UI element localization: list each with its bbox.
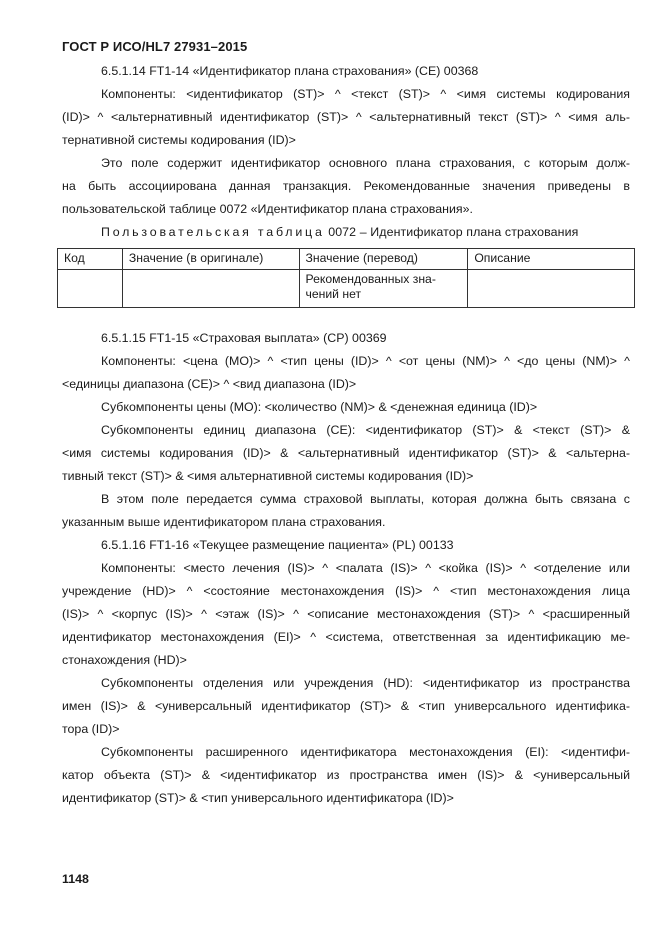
paragraph-line: Субкомпоненты отделения или учреждения (HD): <идентификатор из пространства bbox=[101, 676, 630, 690]
column-header-code: Код bbox=[58, 249, 123, 270]
paragraph-line: (ID)> ^ <альтернативный идентификатор (ST)> ^ <альтернативный текст (ST)> ^ <имя аль- bbox=[62, 110, 630, 124]
document-header: ГОСТ Р ИСО/HL7 27931–2015 bbox=[62, 39, 248, 54]
paragraph-line: тора (ID)> bbox=[62, 722, 120, 736]
paragraph-line: тивный текст (ST)> & <имя альтернативной системы кодирования (ID)> bbox=[62, 469, 474, 483]
paragraph-line: В этом поле передается сумма страховой выплаты, которая должна быть связана с bbox=[101, 492, 630, 506]
paragraph-line: катор объекта (ST)> & <идентификатор из пространства имен (IS)> & <универсальный bbox=[62, 768, 630, 782]
paragraph-line: имен (IS)> & <универсальный идентификатор (ST)> & <тип универсального идентифика- bbox=[62, 699, 630, 713]
page-number: 1148 bbox=[62, 872, 89, 886]
table-caption bbox=[101, 225, 630, 239]
paragraph-line: стонахождения (HD)> bbox=[62, 653, 187, 667]
paragraph-line: тернативной системы кодирования (ID)> bbox=[62, 133, 296, 147]
column-header-description: Описание bbox=[468, 249, 635, 270]
section-heading: 6.5.1.15 FT1-15 «Страховая выплата» (CP) 00369 bbox=[101, 331, 387, 345]
paragraph-line: Компоненты: <идентификатор (ST)> ^ <текст (ST)> ^ <имя системы кодирования bbox=[101, 87, 630, 101]
paragraph-line: указанным выше идентификатором плана страхования. bbox=[62, 515, 386, 529]
paragraph-line: Компоненты: <место лечения (IS)> ^ <палата (IS)> ^ <койка (IS)> ^ <отделение или bbox=[101, 561, 630, 575]
table-cell bbox=[468, 270, 635, 308]
table-caption-label: Пользовательская таблица bbox=[101, 225, 325, 239]
paragraph-line: (IS)> ^ <корпус (IS)> ^ <этаж (IS)> ^ <описание местонахождения (ST)> ^ <расширенный bbox=[62, 607, 630, 621]
paragraph-line: Субкомпоненты цены (MO): <количество (NM)> & <денежная единица (ID)> bbox=[101, 400, 538, 414]
table-row bbox=[58, 270, 635, 308]
paragraph-line: учреждение (HD)> ^ <состояние местонахождения (IS)> ^ <тип местонахождения лица bbox=[62, 584, 630, 598]
paragraph-line: на быть ассоциирована данная транзакция. Рекомендованные значения приведены в bbox=[62, 179, 630, 193]
paragraph-line: <единицы диапазона (CE)> ^ <вид диапазона (ID)> bbox=[62, 377, 357, 391]
table-caption-title: 0072 – Идентификатор плана страхования bbox=[328, 225, 579, 239]
paragraph-line: идентификатор (ST)> & <тип универсального идентификатора (ID)> bbox=[62, 791, 454, 805]
table-cell bbox=[58, 270, 123, 308]
paragraph-line: идентификатор местонахождения (EI)> ^ <система, ответственная за идентификацию ме- bbox=[62, 630, 630, 644]
section-heading: 6.5.1.16 FT1-16 «Текущее размещение пациента» (PL) 00133 bbox=[101, 538, 454, 552]
paragraph-line: Субкомпоненты единиц диапазона (CE): <идентификатор (ST)> & <текст (ST)> & bbox=[101, 423, 630, 437]
user-table-0072 bbox=[57, 248, 635, 308]
paragraph-line: пользовательской таблице 0072 «Идентификатор плана страхования». bbox=[62, 202, 473, 216]
table-cell bbox=[122, 270, 299, 308]
section-heading: 6.5.1.14 FT1-14 «Идентификатор плана страхования» (CE) 00368 bbox=[101, 64, 479, 78]
column-header-value-translation: Значение (перевод) bbox=[299, 249, 468, 270]
paragraph-line: <имя системы кодирования (ID)> & <альтернативный идентификатор (ST)> & <альтерна- bbox=[62, 446, 630, 460]
paragraph-line: Это поле содержит идентификатор основного плана страхования, с которым долж- bbox=[101, 156, 630, 170]
paragraph-line: Субкомпоненты расширенного идентификатора местонахождения (EI): <идентифи- bbox=[101, 745, 630, 759]
table-header-row bbox=[58, 249, 635, 270]
paragraph-line: Компоненты: <цена (MO)> ^ <тип цены (ID)> ^ <от цены (NM)> ^ <до цены (NM)> ^ bbox=[101, 354, 630, 368]
table-cell: Рекомендованных зна-чений нет bbox=[299, 270, 468, 308]
column-header-value-original: Значение (в оригинале) bbox=[122, 249, 299, 270]
